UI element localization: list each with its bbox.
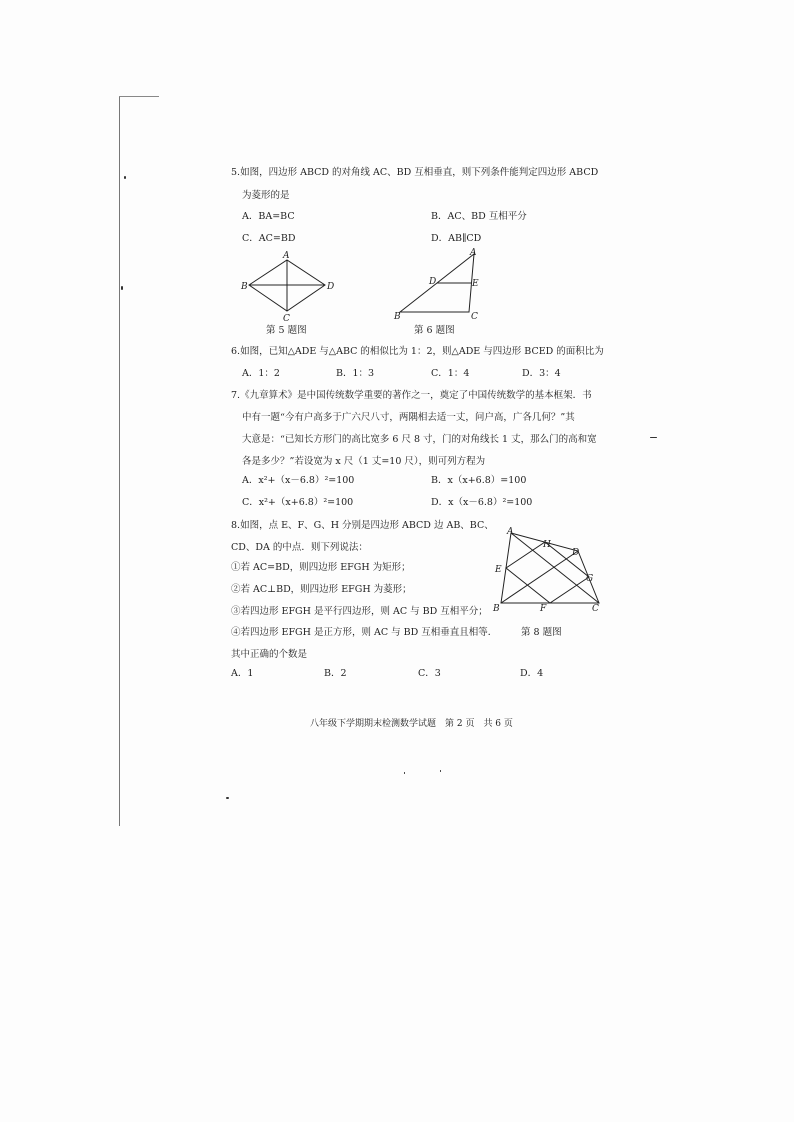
q8-statement-2: ②若 AC⊥BD，则四边形 EFGH 为菱形； [231,584,412,595]
scan-speck [124,176,126,179]
q8-vertex-c: C [592,604,599,614]
q6-option-c: C．1：4 [431,368,470,379]
q5-option-b: B．AC、BD 互相平分 [431,211,527,222]
q7-option-d: D．x（x－6.8）²=100 [431,497,533,508]
q6-vertex-a: A [470,248,477,258]
q6-option-b: B．1：3 [336,368,375,379]
q7-stem-line4: 各是多少？”若设宽为 x 尺（1 丈=10 尺），则可列方程为 [242,456,486,467]
q7-stem-line3: 大意是：“已知长方形门的高比宽多 6 尺 8 寸，门的对角线长 1 丈，那么门的高和宽 [242,434,597,445]
q5-option-c: C．AC=BD [242,233,296,244]
q6-option-a: A．1：2 [242,368,280,379]
q7-option-a: A．x²+（x－6.8）²=100 [242,475,355,486]
q6-stem: 6.如图，已知△ADE 与△ABC 的相似比为 1：2，则△ADE 与四边形 BCED 的面积比为 [231,346,604,357]
q5-vertex-c: C [283,314,290,322]
q5-figure-rhombus [238,248,348,322]
q8-option-c: C．3 [418,668,441,679]
q8-statement-3: ③若四边形 EFGH 是平行四边形，则 AC 与 BD 互相平分； [231,606,488,617]
q5-stem-line2: 为菱形的是 [242,190,290,201]
q5-stem-line1: 5.如图，四边形 ABCD 的对角线 AC、BD 互相垂直，则下列条件能判定四边形 ABCD [231,167,599,178]
scan-speck [121,286,123,290]
q8-vertex-g: G [586,574,594,584]
scan-speck [650,437,657,438]
q8-stem-line1: 8.如图，点 E、F、G、H 分别是四边形 ABCD 边 AB、BC、 [231,520,494,531]
q8-vertex-a: A [507,527,514,537]
q7-option-c: C．x²+（x+6.8）²=100 [242,497,354,508]
q8-vertex-d: D [572,548,580,558]
q8-vertex-h: H [543,540,551,550]
q8-vertex-b: B [493,604,500,614]
q5-vertex-a: A [283,251,290,261]
q6-vertex-e: E [472,279,479,289]
q8-option-d: D．4 [520,668,544,679]
q7-stem-line1: 7.《九章算术》是中国传统数学重要的著作之一，奠定了中国传统数学的基本框架．书 [231,390,592,401]
q8-statement-1: ①若 AC=BD，则四边形 EFGH 为矩形； [231,562,411,573]
q8-figure-caption: 第 8 题图 [521,627,562,638]
q6-vertex-b: B [394,312,401,322]
q6-option-d: D．3：4 [522,368,561,379]
q8-vertex-f: F [540,604,547,614]
q8-count-question: 其中正确的个数是 [231,649,308,660]
q8-statement-4: ④若四边形 EFGH 是正方形，则 AC 与 BD 互相垂直且相等． [231,627,498,638]
q6-vertex-d: D [429,277,437,287]
q5-figure-caption: 第 5 题图 [266,325,307,336]
scan-edge-left [119,96,120,826]
q5-vertex-d: D [327,282,335,292]
q8-option-a: A．1 [231,668,254,679]
scan-edge-top [119,96,159,97]
scan-speck [226,797,229,799]
q6-figure-triangle [392,246,492,322]
q8-figure-quadrilateral [490,524,608,614]
q5-vertex-b: B [241,282,248,292]
scan-speck [404,772,405,774]
q6-vertex-c: C [471,312,478,322]
q8-stem-line2: CD、DA 的中点．则下列说法： [231,542,368,553]
q8-vertex-e: E [495,565,502,575]
q7-stem-line2: 中有一题“今有户高多于广六尺八寸，两隅相去适一丈，问户高，广各几何？”其 [242,412,575,423]
scan-speck [440,770,441,772]
q7-option-b: B．x（x+6.8）=100 [431,475,527,486]
q6-figure-caption: 第 6 题图 [414,325,455,336]
q8-option-b: B．2 [324,668,347,679]
q5-option-a: A．BA=BC [242,211,295,222]
q5-option-d: D．AB∥CD [431,233,482,244]
page-footer: 八年级下学期期末检测数学试题 第 2 页 共 6 页 [310,719,513,729]
